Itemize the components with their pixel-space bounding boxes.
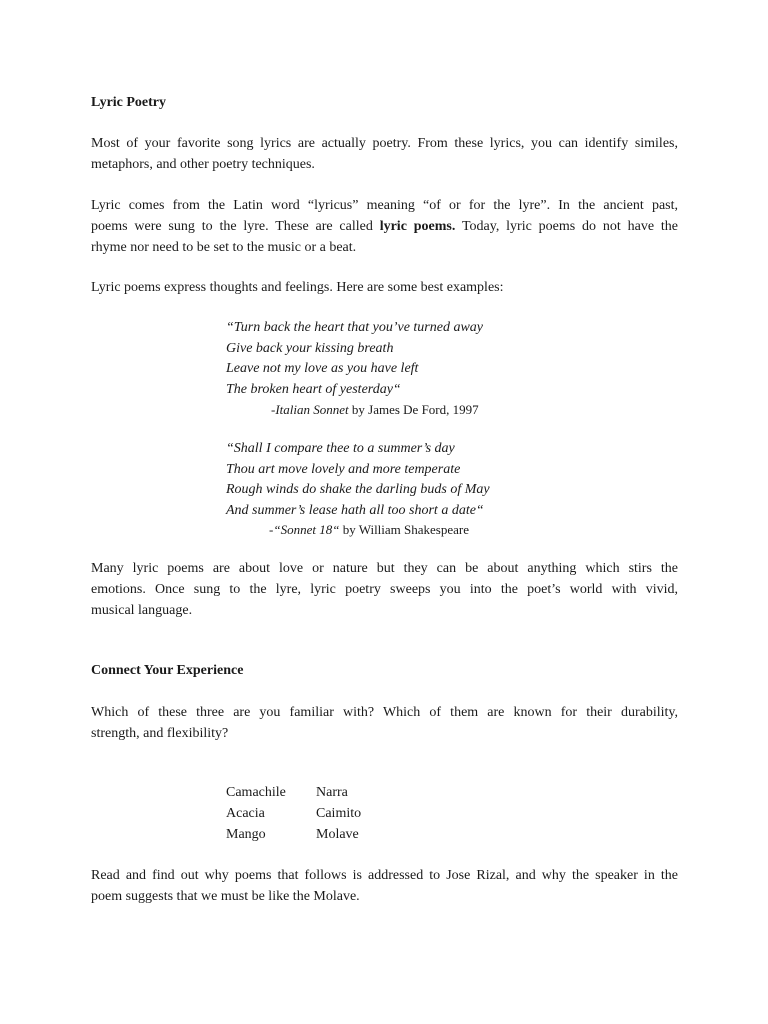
poem-line: “Shall I compare thee to a summer’s day bbox=[226, 441, 455, 456]
section-title-connect-experience: Connect Your Experience bbox=[91, 663, 244, 678]
poem-attribution: -Italian Sonnet by James De Ford, 1997 bbox=[271, 402, 479, 417]
poem-italian-sonnet bbox=[226, 318, 483, 400]
poem-line: Give back your kissing breath bbox=[226, 340, 394, 356]
poem-attribution: -“Sonnet 18“ by William Shakespeare bbox=[269, 522, 469, 537]
lyric-themes-paragraph: Many lyric poems are about love or nature but they can be about anything which stirs the emotions. Once sung to the lyre, lyric poetry sweeps you into the poet’s world with vivid, musical language. bbox=[91, 561, 678, 618]
poem-line: “Turn back the heart that you’ve turned away bbox=[226, 320, 484, 335]
poem-line: Rough winds do shake the darling buds of May bbox=[226, 482, 490, 497]
tree-list bbox=[226, 782, 361, 845]
list-item: Mango Molave bbox=[226, 827, 359, 842]
poem-title: “Sonnet 18“ bbox=[273, 522, 340, 537]
poem-line: Thou art move lovely and more temperate bbox=[226, 461, 461, 477]
intro-line-1: Most of your favorite song lyrics are actually poetry. From these lyrics, you can identify similes, bbox=[91, 136, 678, 151]
intro-line-2: metaphors, and other poetry techniques. bbox=[91, 157, 315, 172]
list-item: Camachile Narra bbox=[226, 785, 348, 800]
origin-line-1: Lyric comes from the Latin word “lyricus” meaning “of or for the lyre”. In the ancient past, bbox=[91, 198, 678, 213]
poem-sonnet-18 bbox=[226, 439, 490, 521]
list-item: Acacia Caimito bbox=[226, 806, 362, 821]
poem-line: And summer’s lease hath all too short a date“ bbox=[226, 502, 484, 518]
examples-intro: Lyric poems express thoughts and feelings. Here are some best examples: bbox=[91, 280, 504, 295]
question-paragraph: Which of these three are you familiar with? Which of them are known for their durability, strength, and flexibility? bbox=[91, 705, 678, 741]
lyric-poems-term: lyric poems. bbox=[379, 219, 456, 234]
reading-prompt-paragraph: Read and find out why poems that follows is addressed to Jose Rizal, and why the speaker in the poem suggests that we must be like the Molave. bbox=[91, 868, 678, 904]
origin-line-3: rhyme nor need to be set to the music or a beat. bbox=[91, 240, 357, 255]
poem-line: Leave not my love as you have left bbox=[226, 361, 419, 376]
origin-line-2: poems were sung to the lyre. These are called lyric poems. Today, lyric poems do not have the bbox=[91, 219, 678, 234]
intro-paragraph bbox=[91, 133, 678, 175]
lyric-origin-paragraph bbox=[91, 195, 678, 258]
section-title-lyric-poetry: Lyric Poetry bbox=[91, 95, 167, 110]
poem-line: The broken heart of yesterday“ bbox=[226, 381, 401, 397]
poem-title: Italian Sonnet bbox=[275, 402, 349, 417]
